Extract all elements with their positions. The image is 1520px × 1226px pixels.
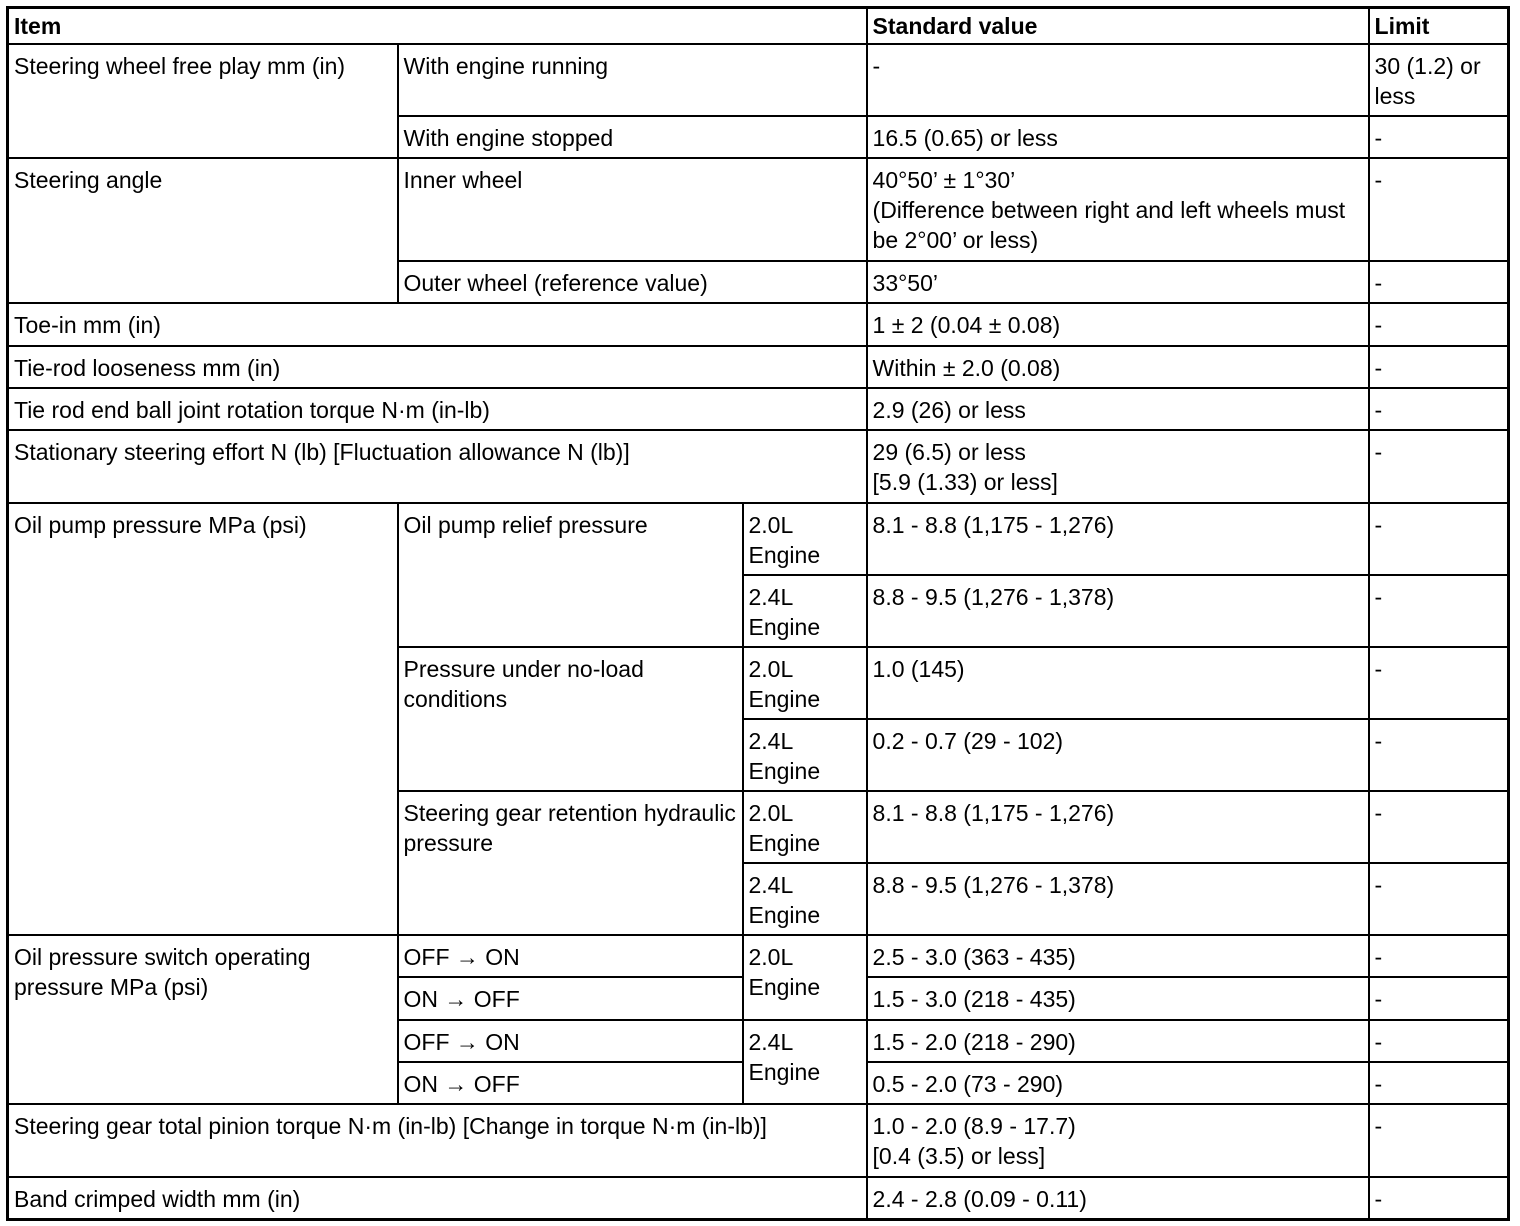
item-cell: Steering gear total pinion torque N·m (in-lb) [Change in torque N·m (in-lb)]	[8, 1104, 867, 1177]
standard-value-cell: 0.2 - 0.7 (29 - 102)	[867, 719, 1369, 791]
standard-value-cell: 2.5 - 3.0 (363 - 435)	[867, 935, 1369, 977]
table-row	[8, 303, 1509, 346]
condition-cell: OFF → ON	[398, 935, 743, 977]
table-row	[8, 503, 1509, 575]
limit-cell: 30 (1.2) or less	[1369, 44, 1509, 116]
condition-cell: ON → OFF	[398, 1062, 743, 1104]
table-row	[8, 1177, 1509, 1220]
limit-cell: -	[1369, 1104, 1509, 1177]
standard-value-cell: 1.0 (145)	[867, 647, 1369, 719]
condition-cell: Steering gear retention hydraulic pressure	[398, 791, 743, 935]
limit-cell: -	[1369, 158, 1509, 261]
standard-value-cell: 29 (6.5) or less [5.9 (1.33) or less]	[867, 430, 1369, 503]
limit-cell: -	[1369, 261, 1509, 303]
header-standard-value: Standard value	[867, 8, 1369, 44]
limit-cell: -	[1369, 791, 1509, 863]
engine-cell: 2.4L Engine	[743, 863, 867, 935]
condition-cell: Inner wheel	[398, 158, 867, 261]
steering-specs-table	[6, 6, 1510, 1221]
standard-value-cell: 1 ± 2 (0.04 ± 0.08)	[867, 303, 1369, 346]
item-cell: Tie rod end ball joint rotation torque N·m (in-lb)	[8, 388, 867, 430]
item-cell: Band crimped width mm (in)	[8, 1177, 867, 1220]
table-row	[8, 44, 1509, 116]
limit-cell: -	[1369, 1020, 1509, 1062]
item-cell: Oil pressure switch operating pressure MPa (psi)	[8, 935, 398, 1104]
standard-value-cell: 8.8 - 9.5 (1,276 - 1,378)	[867, 863, 1369, 935]
standard-value-cell: 40°50’ ± 1°30’ (Difference between right and left wheels must be 2°00’ or less)	[867, 158, 1369, 261]
header-limit: Limit	[1369, 8, 1509, 44]
condition-cell: ON → OFF	[398, 977, 743, 1020]
table-row	[8, 158, 1509, 261]
engine-cell: 2.4L Engine	[743, 1020, 867, 1104]
limit-cell: -	[1369, 977, 1509, 1020]
engine-cell: 2.4L Engine	[743, 575, 867, 647]
item-cell: Steering wheel free play mm (in)	[8, 44, 398, 158]
table-row	[8, 346, 1509, 388]
condition-cell: With engine running	[398, 44, 867, 116]
limit-cell: -	[1369, 719, 1509, 791]
standard-value-cell: Within ± 2.0 (0.08)	[867, 346, 1369, 388]
item-cell: Tie-rod looseness mm (in)	[8, 346, 867, 388]
standard-value-cell: 16.5 (0.65) or less	[867, 116, 1369, 158]
standard-value-cell: 2.9 (26) or less	[867, 388, 1369, 430]
item-cell: Stationary steering effort N (lb) [Fluctuation allowance N (lb)]	[8, 430, 867, 503]
standard-value-cell: -	[867, 44, 1369, 116]
limit-cell: -	[1369, 388, 1509, 430]
standard-value-cell: 33°50’	[867, 261, 1369, 303]
limit-cell: -	[1369, 647, 1509, 719]
standard-value-cell: 0.5 - 2.0 (73 - 290)	[867, 1062, 1369, 1104]
table-row	[8, 430, 1509, 503]
limit-cell: -	[1369, 503, 1509, 575]
engine-cell: 2.0L Engine	[743, 935, 867, 1020]
standard-value-cell: 8.1 - 8.8 (1,175 - 1,276)	[867, 791, 1369, 863]
condition-cell: Pressure under no-load conditions	[398, 647, 743, 791]
standard-value-cell: 8.1 - 8.8 (1,175 - 1,276)	[867, 503, 1369, 575]
header-row	[8, 8, 1509, 44]
standard-value-cell: 1.5 - 2.0 (218 - 290)	[867, 1020, 1369, 1062]
standard-value-cell: 2.4 - 2.8 (0.09 - 0.11)	[867, 1177, 1369, 1220]
standard-value-cell: 1.5 - 3.0 (218 - 435)	[867, 977, 1369, 1020]
limit-cell: -	[1369, 116, 1509, 158]
condition-cell: Outer wheel (reference value)	[398, 261, 867, 303]
engine-cell: 2.0L Engine	[743, 503, 867, 575]
limit-cell: -	[1369, 1062, 1509, 1104]
limit-cell: -	[1369, 303, 1509, 346]
item-cell: Steering angle	[8, 158, 398, 303]
condition-cell: With engine stopped	[398, 116, 867, 158]
item-cell: Oil pump pressure MPa (psi)	[8, 503, 398, 935]
standard-value-cell: 1.0 - 2.0 (8.9 - 17.7) [0.4 (3.5) or less]	[867, 1104, 1369, 1177]
table-row	[8, 935, 1509, 977]
limit-cell: -	[1369, 935, 1509, 977]
condition-cell: Oil pump relief pressure	[398, 503, 743, 647]
engine-cell: 2.0L Engine	[743, 791, 867, 863]
condition-cell: OFF → ON	[398, 1020, 743, 1062]
limit-cell: -	[1369, 430, 1509, 503]
limit-cell: -	[1369, 346, 1509, 388]
table-row	[8, 388, 1509, 430]
header-item: Item	[8, 8, 867, 44]
limit-cell: -	[1369, 575, 1509, 647]
item-cell: Toe-in mm (in)	[8, 303, 867, 346]
engine-cell: 2.4L Engine	[743, 719, 867, 791]
engine-cell: 2.0L Engine	[743, 647, 867, 719]
limit-cell: -	[1369, 1177, 1509, 1220]
standard-value-cell: 8.8 - 9.5 (1,276 - 1,378)	[867, 575, 1369, 647]
limit-cell: -	[1369, 863, 1509, 935]
table-row	[8, 1104, 1509, 1177]
